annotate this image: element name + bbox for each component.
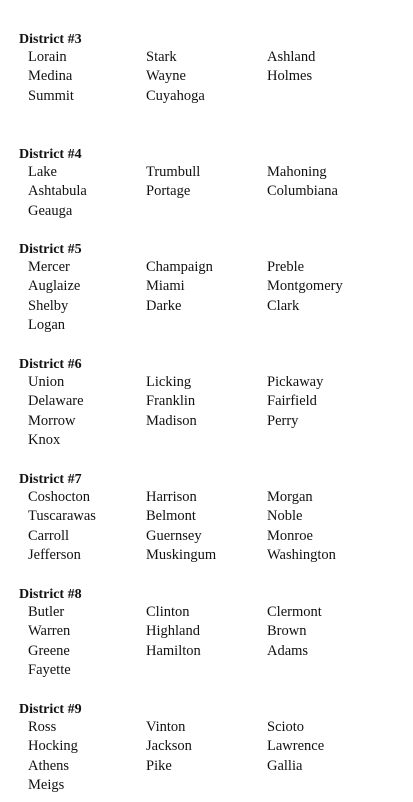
county-row — [28, 48, 399, 67]
county-name: Medina — [28, 68, 73, 85]
county-name: Gallia — [267, 757, 303, 774]
district-title: District #6 — [19, 357, 82, 372]
county-name — [146, 661, 267, 680]
county-row — [28, 507, 399, 526]
county-name: Logan — [28, 316, 66, 333]
county-name: Columbiana — [267, 183, 338, 200]
county-name: Carroll — [28, 527, 70, 544]
county-list — [28, 603, 399, 680]
county-name: Morrow — [28, 412, 76, 429]
district-9-section — [19, 702, 399, 795]
county-name — [267, 661, 397, 680]
county-name: Geauga — [28, 202, 73, 219]
county-row — [28, 527, 399, 546]
county-name: Holmes — [267, 68, 313, 85]
county-row — [28, 392, 399, 411]
county-row — [28, 297, 399, 316]
county-name — [146, 202, 267, 221]
county-name: Franklin — [146, 393, 196, 410]
district-title: District #7 — [19, 472, 82, 487]
district-3-section — [19, 32, 399, 106]
county-row — [28, 182, 399, 201]
county-name: Tuscarawas — [28, 508, 96, 525]
county-name: Perry — [267, 412, 299, 429]
county-row — [28, 757, 399, 776]
county-name: Hocking — [28, 738, 78, 755]
county-list — [28, 373, 399, 450]
county-row — [28, 258, 399, 277]
county-name: Ashtabula — [28, 183, 87, 200]
county-name: Trumbull — [146, 164, 201, 180]
county-name: Licking — [146, 374, 192, 390]
county-name: Montgomery — [267, 278, 343, 295]
county-row — [28, 622, 399, 641]
county-name: Champaign — [146, 259, 213, 275]
district-6-section — [19, 357, 399, 450]
county-name: Summit — [28, 87, 74, 104]
county-name: Knox — [28, 431, 61, 448]
county-name: Miami — [146, 278, 185, 295]
county-name: Muskingum — [146, 546, 217, 563]
county-name: Auglaize — [28, 278, 81, 295]
county-name: Morgan — [267, 489, 313, 505]
county-row — [28, 67, 399, 86]
county-name — [146, 431, 267, 450]
county-name: Noble — [267, 508, 303, 525]
county-name — [267, 87, 397, 106]
county-name: Jackson — [146, 738, 192, 755]
county-name: Mercer — [28, 259, 70, 275]
district-title: District #3 — [19, 32, 82, 47]
county-name — [146, 316, 267, 335]
county-name — [267, 202, 397, 221]
county-name: Fairfield — [267, 393, 317, 410]
county-name: Greene — [28, 642, 70, 659]
county-name: Shelby — [28, 297, 69, 314]
county-name: Coshocton — [28, 489, 91, 505]
county-row — [28, 431, 399, 450]
county-name: Lake — [28, 164, 57, 180]
district-title: District #8 — [19, 587, 82, 602]
county-name: Washington — [267, 546, 336, 563]
county-name: Delaware — [28, 393, 84, 410]
county-row — [28, 776, 399, 795]
county-name: Wayne — [146, 68, 186, 85]
county-name: Warren — [28, 623, 71, 640]
county-name: Meigs — [28, 776, 65, 793]
county-row — [28, 603, 399, 622]
county-name: Vinton — [146, 719, 186, 735]
county-name: Mahoning — [267, 164, 327, 180]
county-name: Butler — [28, 604, 65, 620]
county-name: Athens — [28, 757, 70, 774]
county-name: Scioto — [267, 719, 305, 735]
county-name: Madison — [146, 412, 197, 429]
county-row — [28, 277, 399, 296]
county-name: Adams — [267, 642, 309, 659]
county-row — [28, 661, 399, 680]
district-8-section — [19, 587, 399, 680]
county-name: Highland — [146, 623, 200, 640]
county-name: Brown — [267, 623, 307, 640]
district-title: District #9 — [19, 702, 82, 717]
county-row — [28, 373, 399, 392]
county-name: Belmont — [146, 508, 196, 525]
county-row — [28, 642, 399, 661]
county-name: Cuyahoga — [146, 87, 205, 104]
county-name: Clark — [267, 297, 300, 314]
county-name: Clinton — [146, 604, 190, 620]
district-title: District #4 — [19, 147, 82, 162]
county-name — [267, 431, 397, 450]
county-name — [146, 776, 267, 795]
county-name: Preble — [267, 259, 305, 275]
district-4-section — [19, 147, 399, 221]
county-name: Jefferson — [28, 546, 81, 563]
county-name: Union — [28, 374, 65, 390]
county-name: Monroe — [267, 527, 313, 544]
county-row — [28, 718, 399, 737]
county-name: Guernsey — [146, 527, 202, 544]
county-name — [267, 316, 397, 335]
county-name: Clermont — [267, 604, 322, 620]
county-list — [28, 718, 399, 795]
county-list — [28, 258, 399, 335]
county-row — [28, 87, 399, 106]
district-5-section — [19, 242, 399, 335]
county-name: Pickaway — [267, 374, 324, 390]
county-row — [28, 412, 399, 431]
county-list — [28, 163, 399, 221]
county-name: Harrison — [146, 489, 197, 505]
county-name: Lawrence — [267, 738, 325, 755]
district-title: District #5 — [19, 242, 82, 257]
county-name: Hamilton — [146, 642, 201, 659]
county-row — [28, 316, 399, 335]
county-name: Portage — [146, 183, 191, 200]
county-list — [28, 48, 399, 106]
county-name: Darke — [146, 297, 182, 314]
county-row — [28, 488, 399, 507]
county-name: Ashland — [267, 49, 316, 65]
county-name — [267, 776, 397, 795]
county-row — [28, 202, 399, 221]
county-name: Fayette — [28, 661, 71, 678]
county-row — [28, 737, 399, 756]
county-name: Stark — [146, 49, 177, 65]
county-name: Pike — [146, 757, 172, 774]
county-name: Lorain — [28, 49, 67, 65]
county-row — [28, 546, 399, 565]
county-name: Ross — [28, 719, 57, 735]
county-list — [28, 488, 399, 565]
district-7-section — [19, 472, 399, 565]
county-row — [28, 163, 399, 182]
